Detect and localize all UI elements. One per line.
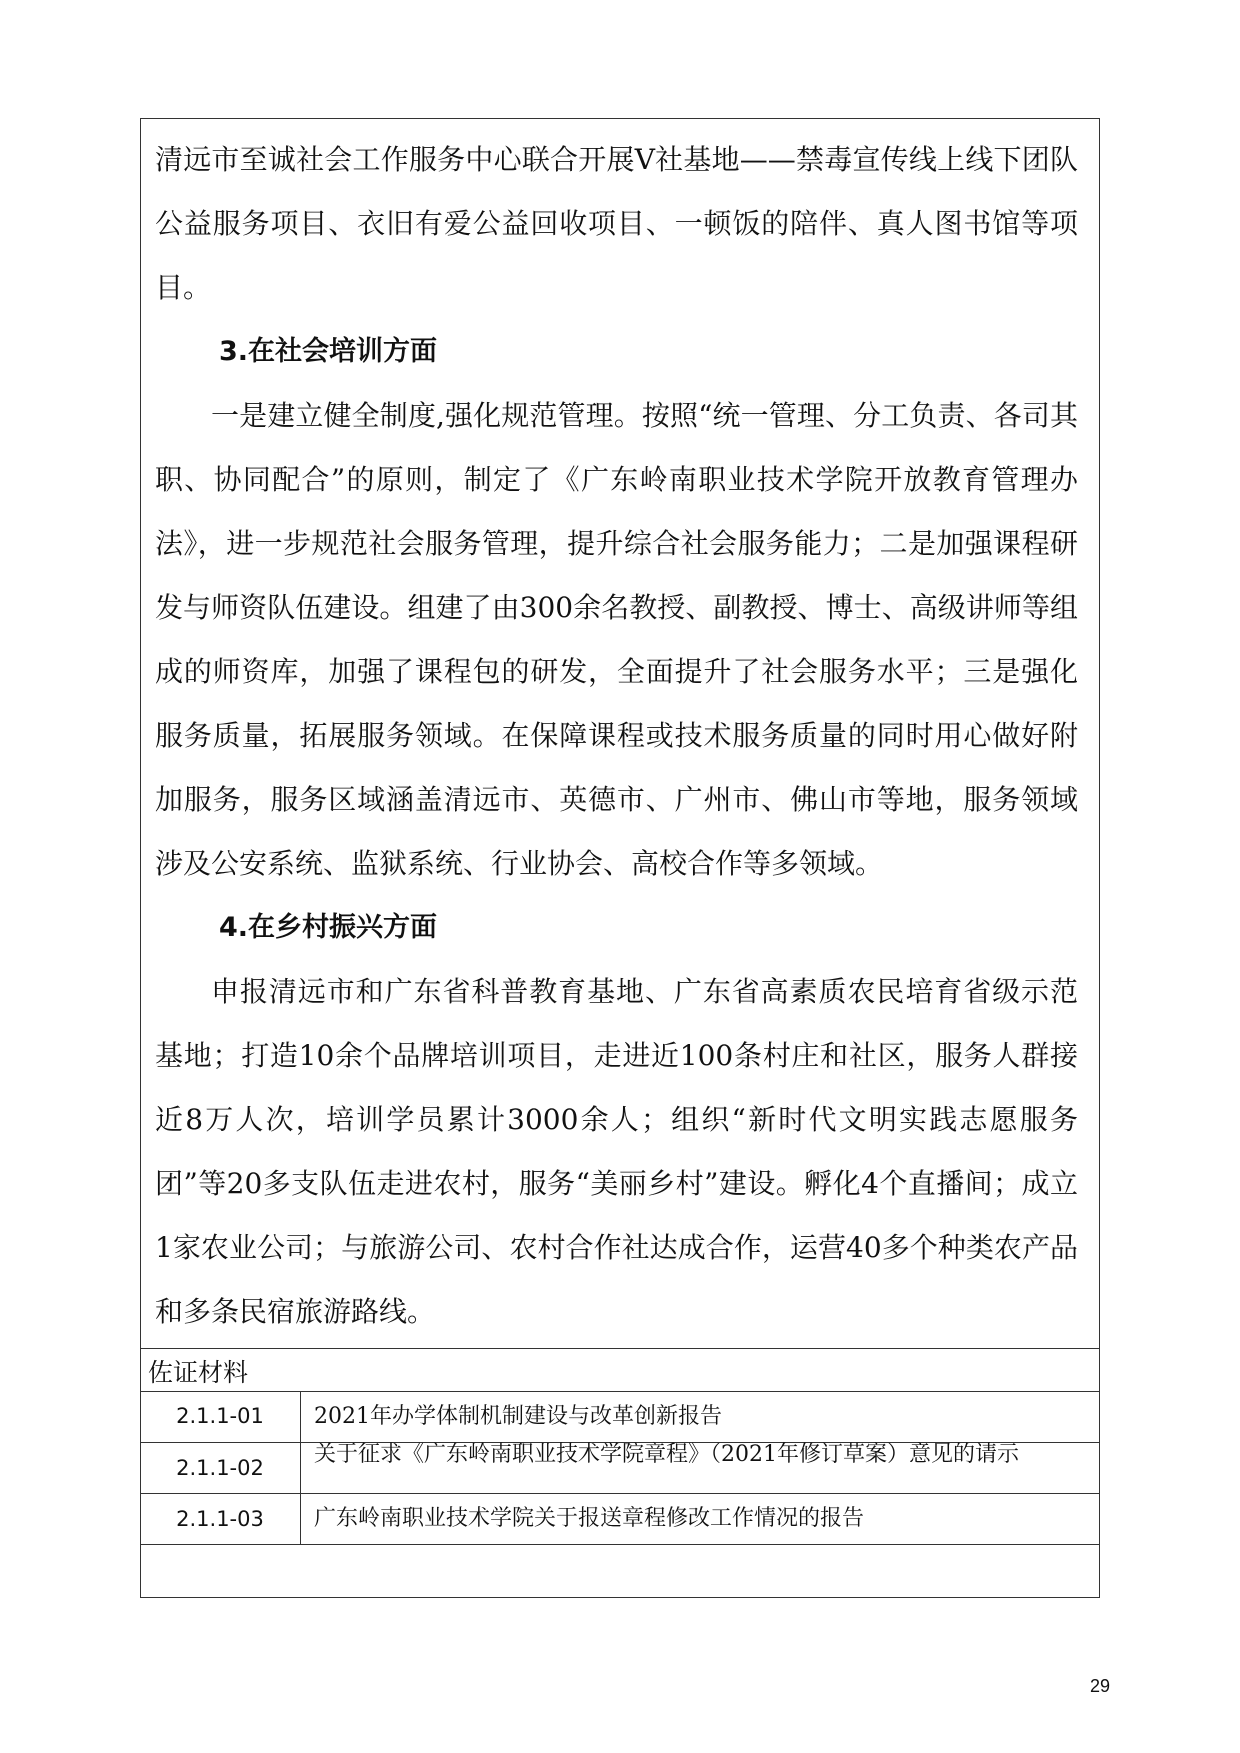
evidence-code: 2.1.1-01 [176,1404,264,1428]
report-body [140,118,1100,1348]
table-column-divider [300,1391,301,1544]
table-divider [140,1348,1100,1349]
evidence-title: 关于征求《广东岭南职业技术学院章程》（2021年修订草案）意见的请示 [314,1442,1019,1467]
paragraph-rural-revitalization: 申报清远市和广东省科普教育基地、广东省高素质农民培育省级示范基地；打造10余个品牌培训项目，走进近100条村庄和社区，服务人群接近8万人次，培训学员累计3000余人；组织“新时代文明实践志愿服务团”等20多支队伍走进农村，服务“美丽乡村”建设。孵化4个直播间；成立1家农业公司；与旅游公司、农村合作社达成合作，运营40多个种类农产品和多条民宿旅游路线。 [155,975,1078,1328]
evidence-code: 2.1.1-03 [176,1507,264,1531]
page-number: 29 [1090,1676,1111,1696]
paragraph-volunteer-projects: 清远市至诚社会工作服务中心联合开展V社基地——禁毒宣传线上线下团队公益服务项目、衣旧有爱公益回收项目、一顿饭的陪伴、真人图书馆等项目。 [155,143,1078,304]
evidence-title: 2021年办学体制机制建设与改革创新报告 [314,1404,722,1429]
table-divider [140,1391,1100,1392]
evidence-label: 佐证材料 [148,1358,249,1387]
evidence-title: 广东岭南职业技术学院关于报送章程修改工作情况的报告 [314,1506,865,1531]
paragraph-social-training: 一是建立健全制度,强化规范管理。按照“统一管理、分工负责、各司其职、协同配合”的原则，制定了《广东岭南职业技术学院开放教育管理办法》，进一步规范社会服务管理，提升综合社会服务能力；二是加强课程研发与师资队伍建设。组建了由300余名教授、副教授、博士、高级讲师等组成的师资库，加强了课程包的研发，全面提升了社会服务水平；三是强化服务质量，拓展服务领域。在保障课程或技术服务质量的同时用心做好附加服务，服务区域涵盖清远市、英德市、广州市、佛山市等地，服务领域涉及公安系统、监狱系统、行业协会、高校合作等多领域。 [155,399,1078,880]
table-divider [140,1493,1100,1494]
evidence-code: 2.1.1-02 [176,1456,264,1480]
section-heading-rural-revitalization: 4.在乡村振兴方面 [219,912,438,943]
table-divider [140,1544,1100,1545]
section-heading-social-training: 3.在社会培训方面 [219,336,438,367]
